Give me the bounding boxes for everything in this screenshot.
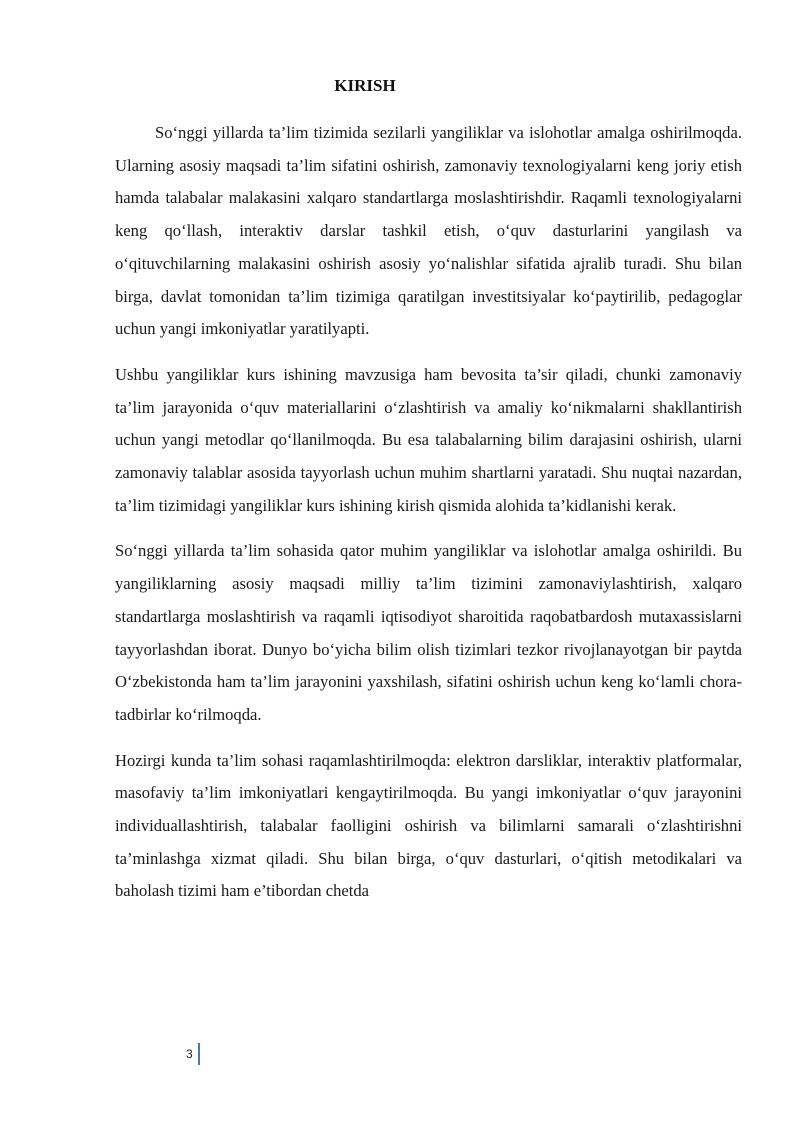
paragraph: So‘nggi yillarda ta’lim tizimida sezilarli yangiliklar va islohotlar amalga oshirilmoqda. Ularning asosiy maqsadi ta’lim sifatini oshirish, zamonaviy texnologiyalarni keng joriy etish hamda talabalar malakasini xalqaro standartlarga moslashtirishdir. Raqamli texnologiyalarni keng qo‘llash, interaktiv darslar tashkil etish, o‘quv dasturlarini yangilash va o‘qituvchilarning malakasini oshirish asosiy yo‘nalishlar sifatida ajralib turadi. Shu bilan birga, davlat tomonidan ta’lim tizimiga qaratilgan investitsiyalar ko‘paytirilib, pedagoglar uchun yangi imkoniyatlar yaratilyapti. — [115, 123, 742, 339]
body-text — [115, 117, 742, 921]
paragraph: So‘nggi yillarda ta’lim sohasida qator muhim yangiliklar va islohotlar amalga oshirildi. Bu yangiliklarning asosiy maqsadi milliy ta’lim tizimini zamonaviylashtirish, xalqaro standartlarga moslashtirish va raqamli iqtisodiyot sharoitida raqobatbardosh mutaxassislarni tayyorlashdan iborat. Dunyo bo‘yicha bilim olish tizimlari tezkor rivojlanayotgan bir paytda O‘zbekistonda ham ta’lim jarayonini yaxshilash, sifatini oshirish uchun keng ko‘lamli chora-tadbirlar ko‘rilmoqda. — [115, 541, 742, 724]
page-number-rule — [198, 1043, 200, 1065]
paragraph: Ushbu yangiliklar kurs ishining mavzusiga ham bevosita ta’sir qiladi, chunki zamonaviy ta’lim jarayonida o‘quv materiallarini o‘zlashtirish va amaliy ko‘nikmalarni shakllantirish uchun yangi metodlar qo‘llanilmoqda. Bu esa talabalarning bilim darajasini oshirish, ularni zamonaviy talablar asosida tayyorlash uchun muhim shartlarni yaratadi. Shu nuqtai nazardan, ta’lim tizimidagi yangiliklar kurs ishining kirish qismida alohida ta’kidlanishi kerak. — [115, 364, 742, 515]
section-heading: KIRISH — [334, 76, 396, 95]
page-number: 3 — [186, 1047, 193, 1061]
page-footer — [186, 1042, 200, 1066]
paragraph: Hozirgi kunda ta’lim sohasi raqamlashtirilmoqda: elektron darsliklar, interaktiv platformalar, masofaviy ta’lim imkoniyatlari kengaytirilmoqda. Bu yangi imkoniyatlar o‘quv jarayonini individuallashtirish, talabalar faolligini oshirish va bilimlarni samarali o‘zlashtirishni ta’minlashga xizmat qiladi. Shu bilan birga, o‘quv dasturlari, o‘qitish metodikalari va baholash tizimi ham e’tibordan chetda — [115, 750, 742, 901]
